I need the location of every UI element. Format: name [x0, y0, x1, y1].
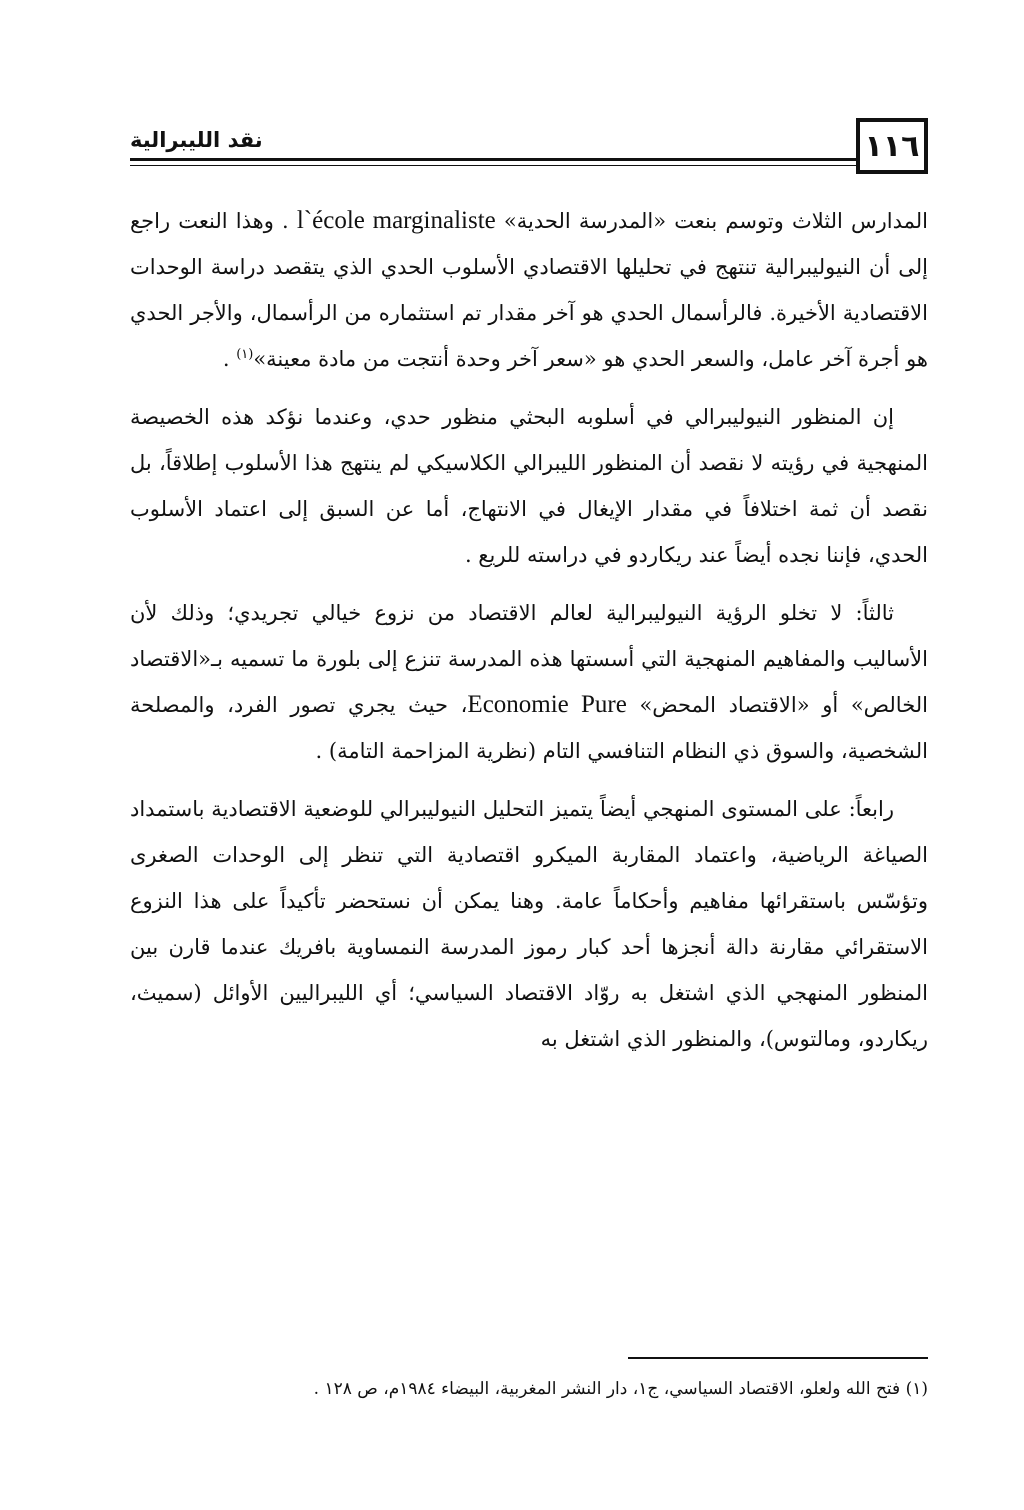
page-header: [130, 118, 928, 174]
paragraph-3-text-b: ، حيث يجري تصور الفرد، والمصلحة الشخصية، والسوق ذي النظام التنافسي التام (نظرية المزاحمة التامة) .: [130, 693, 928, 763]
header-rule-thin: [130, 165, 856, 166]
footnote-separator: [628, 1357, 928, 1359]
header-rule: [130, 158, 856, 161]
body-text: [130, 198, 928, 1062]
footnote: (١) فتح الله ولعلو، الاقتصاد السياسي، ج١، دار النشر المغربية، البيضاء ١٩٨٤م، ص ١٢٨ .: [313, 1379, 928, 1399]
paragraph-1-text-c: .: [222, 347, 237, 371]
page-number: ١١٦: [856, 118, 928, 174]
paragraph-3-text-a: ثالثاً: لا تخلو الرؤية النيوليبرالية لعالم الاقتصاد من نزوع خيالي تجريدي؛ وذلك لأن الأساليب والمفاهيم المنهجية التي أسستها هذه المدرسة تنزع إلى بلورة ما تسميه بـ«الاقتصاد الخالص» أو «الاقتصاد المحض»: [130, 601, 928, 717]
paragraph-1-text-a: المدارس الثلاث وتوسم بنعت «المدرسة الحدية»: [495, 209, 928, 233]
paragraph-1: [130, 198, 928, 382]
footnote-reference: (١): [236, 347, 254, 362]
paragraph-4: رابعاً: على المستوى المنهجي أيضاً يتميز التحليل النيوليبرالي للوضعية الاقتصادية باستمداد الصياغة الرياضية، واعتماد المقاربة الميكرو اقتصادية التي تنظر إلى الوحدات الصغرى وتؤسّس باستقرائها مفاهيم وأحكاماً عامة. وهنا يمكن أن نستحضر تأكيداً على هذا النزوع الاستقرائي مقارنة دالة أنجزها أحد كبار رموز المدرسة النمساوية بافريك عندما قارن بين المنظور المنهجي الذي اشتغل به روّاد الاقتصاد السياسي؛ أي الليبراليين الأوائل (سميث، ريكاردو، ومالتوس)، والمنظور الذي اشتغل به: [130, 797, 928, 1051]
latin-term-economie-pure: Economie Pure: [467, 691, 627, 718]
paragraph-2: إن المنظور النيوليبرالي في أسلوبه البحثي منظور حدي، وعندما نؤكد هذه الخصيصة المنهجية في رؤيته لا نقصد أن المنظور الليبرالي الكلاسيكي لم ينتهج هذا الأسلوب إطلاقاً، بل نقصد أن ثمة اختلافاً في مقدار الإيغال في الانتهاج، أما عن السبق إلى اعتماد الأسلوب الحدي، فإننا نجده أيضاً عند ريكاردو في دراسته للريع .: [130, 405, 928, 567]
running-title: نقد الليبرالية: [130, 128, 263, 152]
latin-term-ecole-marginaliste: l`école marginaliste: [296, 207, 496, 234]
paragraph-1-text-b: . وهذا النعت راجع إلى أن النيوليبرالية تنتهج في تحليلها الاقتصادي الأسلوب الحدي الذي يتقصد دراسة الوحدات الاقتصادية الأخيرة. فالرأسمال الحدي هو آخر مقدار تم استثماره من الرأسمال، والأجر الحدي هو أجرة آخر عامل، والسعر الحدي هو «سعر آخر وحدة أنتجت من مادة معينة»: [130, 209, 928, 371]
paragraph-3: [130, 590, 928, 774]
